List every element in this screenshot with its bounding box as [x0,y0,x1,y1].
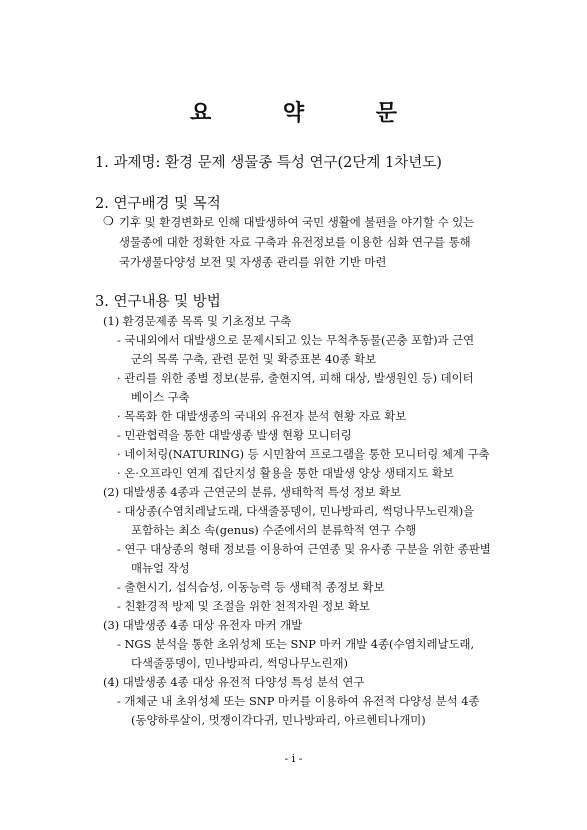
list-item: - NGS 분석을 통한 초위성체 또는 SNP 마커 개발 4종(수염치레날도래, [117,637,475,651]
list-item: · 관리를 위한 종별 정보(분류, 출현지역, 피해 대상, 발생원인 등) 데이터 [117,371,474,385]
list-item: (4) 대발생종 4종 대상 유전적 다양성 특성 분석 연구 [103,675,365,689]
list-item: (3) 대발생종 4종 대상 유전자 마커 개발 [103,618,303,632]
list-item: - 국내외에서 대발생으로 문제시되고 있는 무척추동물(곤충 포함)과 근연 [117,333,475,347]
list-item: · 네이처링(NATURING) 등 시민참여 프로그램을 통한 모니터링 체계 구축 [117,447,490,461]
list-item: 다색줄풍뎅이, 민나방파리, 썩덩나무노린재) [131,656,348,670]
list-item: - 대상종(수염치레날도래, 다색줄풍뎅이, 민나방파리, 썩덩나무노린재)을 [117,504,475,518]
list-item: 베이스 구축 [131,390,190,404]
page-number: - i - [284,752,303,765]
background-line: 생물종에 대한 정확한 자료 구축과 유전정보를 이용한 심화 연구를 통해 [119,235,471,249]
list-item: - 연구 대상종의 형태 정보를 이용하여 근연종 및 유사종 구분을 위한 종판별 [117,542,491,556]
list-item: 군의 목록 구축, 관련 문헌 및 확증표본 40종 확보 [131,352,377,366]
list-item: · 온·오프라인 연계 집단지성 활용을 통한 대발생 양상 생태지도 확보 [117,466,454,480]
ring-bullet-icon: ❍ [103,214,114,228]
page-title: 요 약 문 [189,100,430,126]
section-3-heading: 3. 연구내용 및 방법 [95,294,221,310]
list-item: - 출현시기, 섭식습성, 이동능력 등 생태적 종정보 확보 [117,580,385,594]
list-item: · 목록화 한 대발생종의 국내외 유전자 분석 현황 자료 확보 [117,409,407,423]
background-line: 국가생물다양성 보전 및 자생종 관리를 위한 기반 마련 [119,255,387,269]
background-line: 기후 및 환경변화로 인해 대발생하여 국민 생활에 불편을 야기할 수 있는 [119,215,475,229]
list-item: - 민관협력을 통한 대발생종 발생 현황 모니터링 [117,428,352,442]
list-item: - 친환경적 방제 및 조절을 위한 천적자원 정보 확보 [117,599,370,613]
list-item: 포함하는 최소 속(genus) 수준에서의 분류학적 연구 수행 [131,523,417,537]
list-item: 매뉴얼 작성 [131,561,190,575]
list-item: (1) 환경문제종 목록 및 기초정보 구축 [103,314,292,328]
list-item: (2) 대발생종 4종과 근연군의 분류, 생태학적 특성 정보 확보 [103,485,402,499]
section-1-heading: 1. 과제명: 환경 문제 생물종 특성 연구(2단계 1차년도) [95,155,442,171]
list-item: (동양하루살이, 멋쟁이각다귀, 민나방파리, 아르헨티나개미) [131,713,426,727]
list-item: - 개체군 내 초위성체 또는 SNP 마커를 이용하여 유전적 다양성 분석 4종 [117,694,480,708]
section-2-heading: 2. 연구배경 및 목적 [95,196,221,212]
